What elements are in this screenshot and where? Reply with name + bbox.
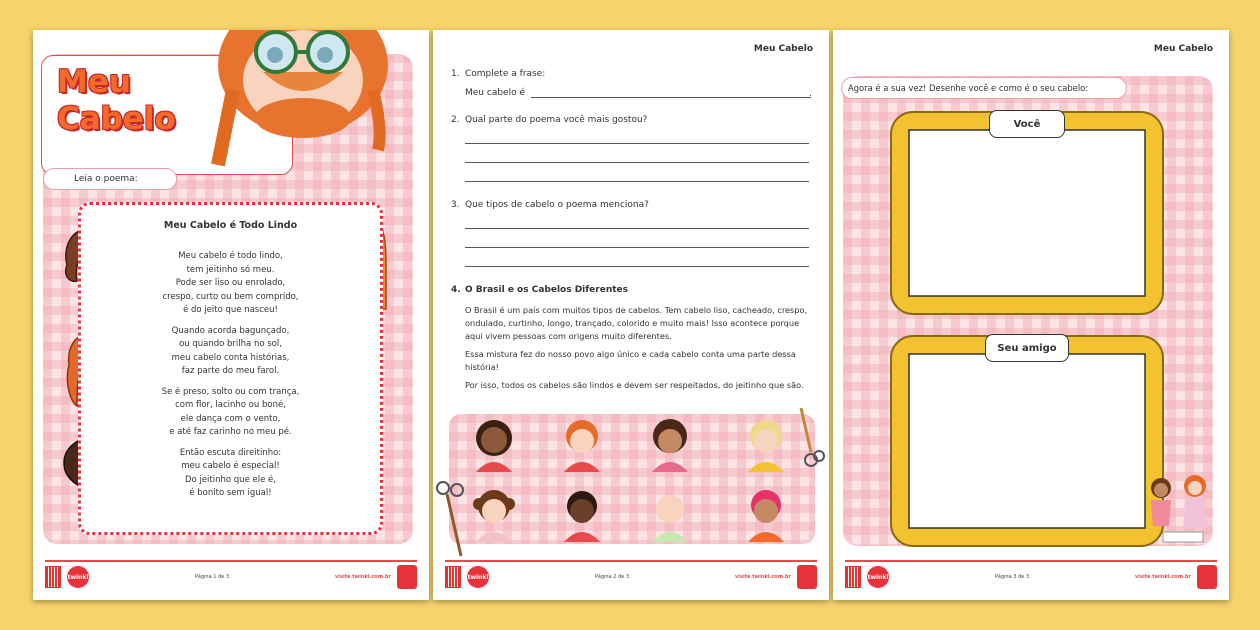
paragraph: Essa mistura fez do nosso povo algo único e cada cabelo conta uma parte dessa história! <box>465 349 796 373</box>
poem-line: Pode ser liso ou enrolado, <box>175 278 286 288</box>
answer-line[interactable] <box>465 162 809 163</box>
site-link[interactable]: visite twinkl.com.br <box>735 574 791 580</box>
answer-line[interactable] <box>465 228 809 229</box>
page-footer <box>845 560 1217 592</box>
hairbrush-icon <box>795 404 825 474</box>
child-face-icon <box>471 486 517 542</box>
poem-line: é do jeito que nasceu! <box>183 305 278 315</box>
question-4 <box>451 284 628 297</box>
question-number: 4. <box>451 285 461 295</box>
question-number: 1. <box>451 69 460 79</box>
page-header: Meu Cabelo <box>1153 44 1213 54</box>
question-2 <box>451 114 647 127</box>
poem-line: ou quando brilha no sol, <box>179 339 282 349</box>
twinkl-logo: twinkl <box>67 566 89 588</box>
page-footer <box>445 560 817 592</box>
child-face-icon <box>647 486 693 542</box>
answer-line[interactable] <box>465 266 809 267</box>
poem-line: crespo, curto ou bem comprido, <box>162 291 299 302</box>
question-text: Qual parte do poema você mais gostou? <box>465 115 648 125</box>
page-number: Página 1 de 3 <box>195 574 230 580</box>
drawing-prompt-pill: Agora é a sua vez! Desenhe você e como é o seu cabelo: <box>841 77 1127 99</box>
poem-line: Do jeitinho que ele é, <box>185 474 276 485</box>
poem-text <box>81 250 380 508</box>
answer-line[interactable] <box>531 97 811 98</box>
child-face-icon <box>559 416 605 472</box>
paragraph: Por isso, todos os cabelos são lindos e devem ser respeitados, do jeitinho que são. <box>465 380 804 390</box>
worksheet-page-3 <box>833 30 1229 600</box>
poem-line: meu cabelo é especial! <box>181 461 280 471</box>
poem-line: Se é preso, solto ou com trança, <box>161 386 300 397</box>
poem-line: Quando acorda bagunçado, <box>171 325 290 336</box>
worksheet-page-2 <box>433 30 829 600</box>
quality-badge-icon <box>1197 565 1217 589</box>
frame-label-seu-amigo: Seu amigo <box>985 334 1069 362</box>
children-drawing-illustration <box>1133 470 1221 550</box>
poem-stanza-4 <box>81 447 380 501</box>
question-1-period: . <box>809 89 812 99</box>
poem-title: Meu Cabelo é Todo Lindo <box>163 220 298 231</box>
girl-with-glasses-illustration <box>203 30 403 180</box>
poem-stanza-1 <box>81 250 380 318</box>
poem-line: com flor, lacinho ou boné, <box>175 400 286 410</box>
answer-line[interactable] <box>465 181 809 182</box>
quality-badge-icon <box>797 565 817 589</box>
child-face-icon <box>743 416 789 472</box>
poem-stanza-2 <box>81 325 380 379</box>
answer-line[interactable] <box>465 247 809 248</box>
child-face-icon <box>559 486 605 542</box>
page-number: Página 3 de 3 <box>995 574 1030 580</box>
scissors-icon <box>435 480 471 560</box>
worksheet-page-1 <box>33 30 429 600</box>
qr-code-icon <box>445 566 461 588</box>
page-number: Página 2 de 3 <box>595 574 630 580</box>
worksheet-title <box>57 64 176 138</box>
poem-line: e até faz carinho no meu pé. <box>169 427 292 437</box>
child-face-icon <box>471 416 517 472</box>
title-line-1: Meu <box>57 64 131 100</box>
child-face-icon <box>647 416 693 472</box>
site-link[interactable]: visite twinkl.com.br <box>1135 574 1191 580</box>
child-face-icon <box>743 486 789 542</box>
question-text: Que tipos de cabelo o poema menciona? <box>465 200 649 210</box>
poem-line: tem jeitinho só meu. <box>186 264 275 275</box>
title-line-2: Cabelo <box>57 101 176 137</box>
question-text: Complete a frase: <box>465 69 546 79</box>
twinkl-logo: twinkl <box>467 566 489 588</box>
question-title: O Brasil e os Cabelos Diferentes <box>465 285 628 295</box>
site-link[interactable]: visite twinkl.com.br <box>335 574 391 580</box>
question-number: 2. <box>451 115 460 125</box>
page-header: Meu Cabelo <box>753 44 813 54</box>
paragraph: O Brasil é um país com muitos tipos de cabelos. Tem cabelo liso, cacheado, crespo, ondulado, curtinho, longo, trançado, colorido e muito mais! Isso acontece porque aqui vivem pessoas com origens muito diferentes. <box>465 305 808 342</box>
drawing-area-amigo[interactable] <box>909 354 1145 528</box>
twinkl-logo: twinkl <box>867 566 889 588</box>
qr-code-icon <box>845 566 861 588</box>
poem-box <box>78 202 383 535</box>
instruction-pill: Leia o poema: <box>43 168 177 190</box>
poem-line: faz parte do meu farol. <box>181 366 280 376</box>
drawing-area-voce[interactable] <box>909 130 1145 296</box>
question-number: 3. <box>451 200 460 210</box>
poem-line: Meu cabelo é todo lindo, <box>178 251 283 261</box>
poem-line: meu cabelo conta histórias, <box>171 352 290 363</box>
frame-label-voce: Você <box>989 110 1065 138</box>
question-1-prompt: Meu cabelo é <box>465 88 525 98</box>
poem-line: ele dança com o vento, <box>180 413 281 424</box>
poem-line: é bonito sem igual! <box>189 488 272 498</box>
qr-code-icon <box>45 566 61 588</box>
page-footer <box>45 560 417 592</box>
question-1 <box>451 68 545 81</box>
question-3 <box>451 199 649 212</box>
poem-stanza-3 <box>81 386 380 440</box>
answer-line[interactable] <box>465 143 809 144</box>
poem-line: Então escuta direitinho: <box>179 447 282 458</box>
quality-badge-icon <box>397 565 417 589</box>
